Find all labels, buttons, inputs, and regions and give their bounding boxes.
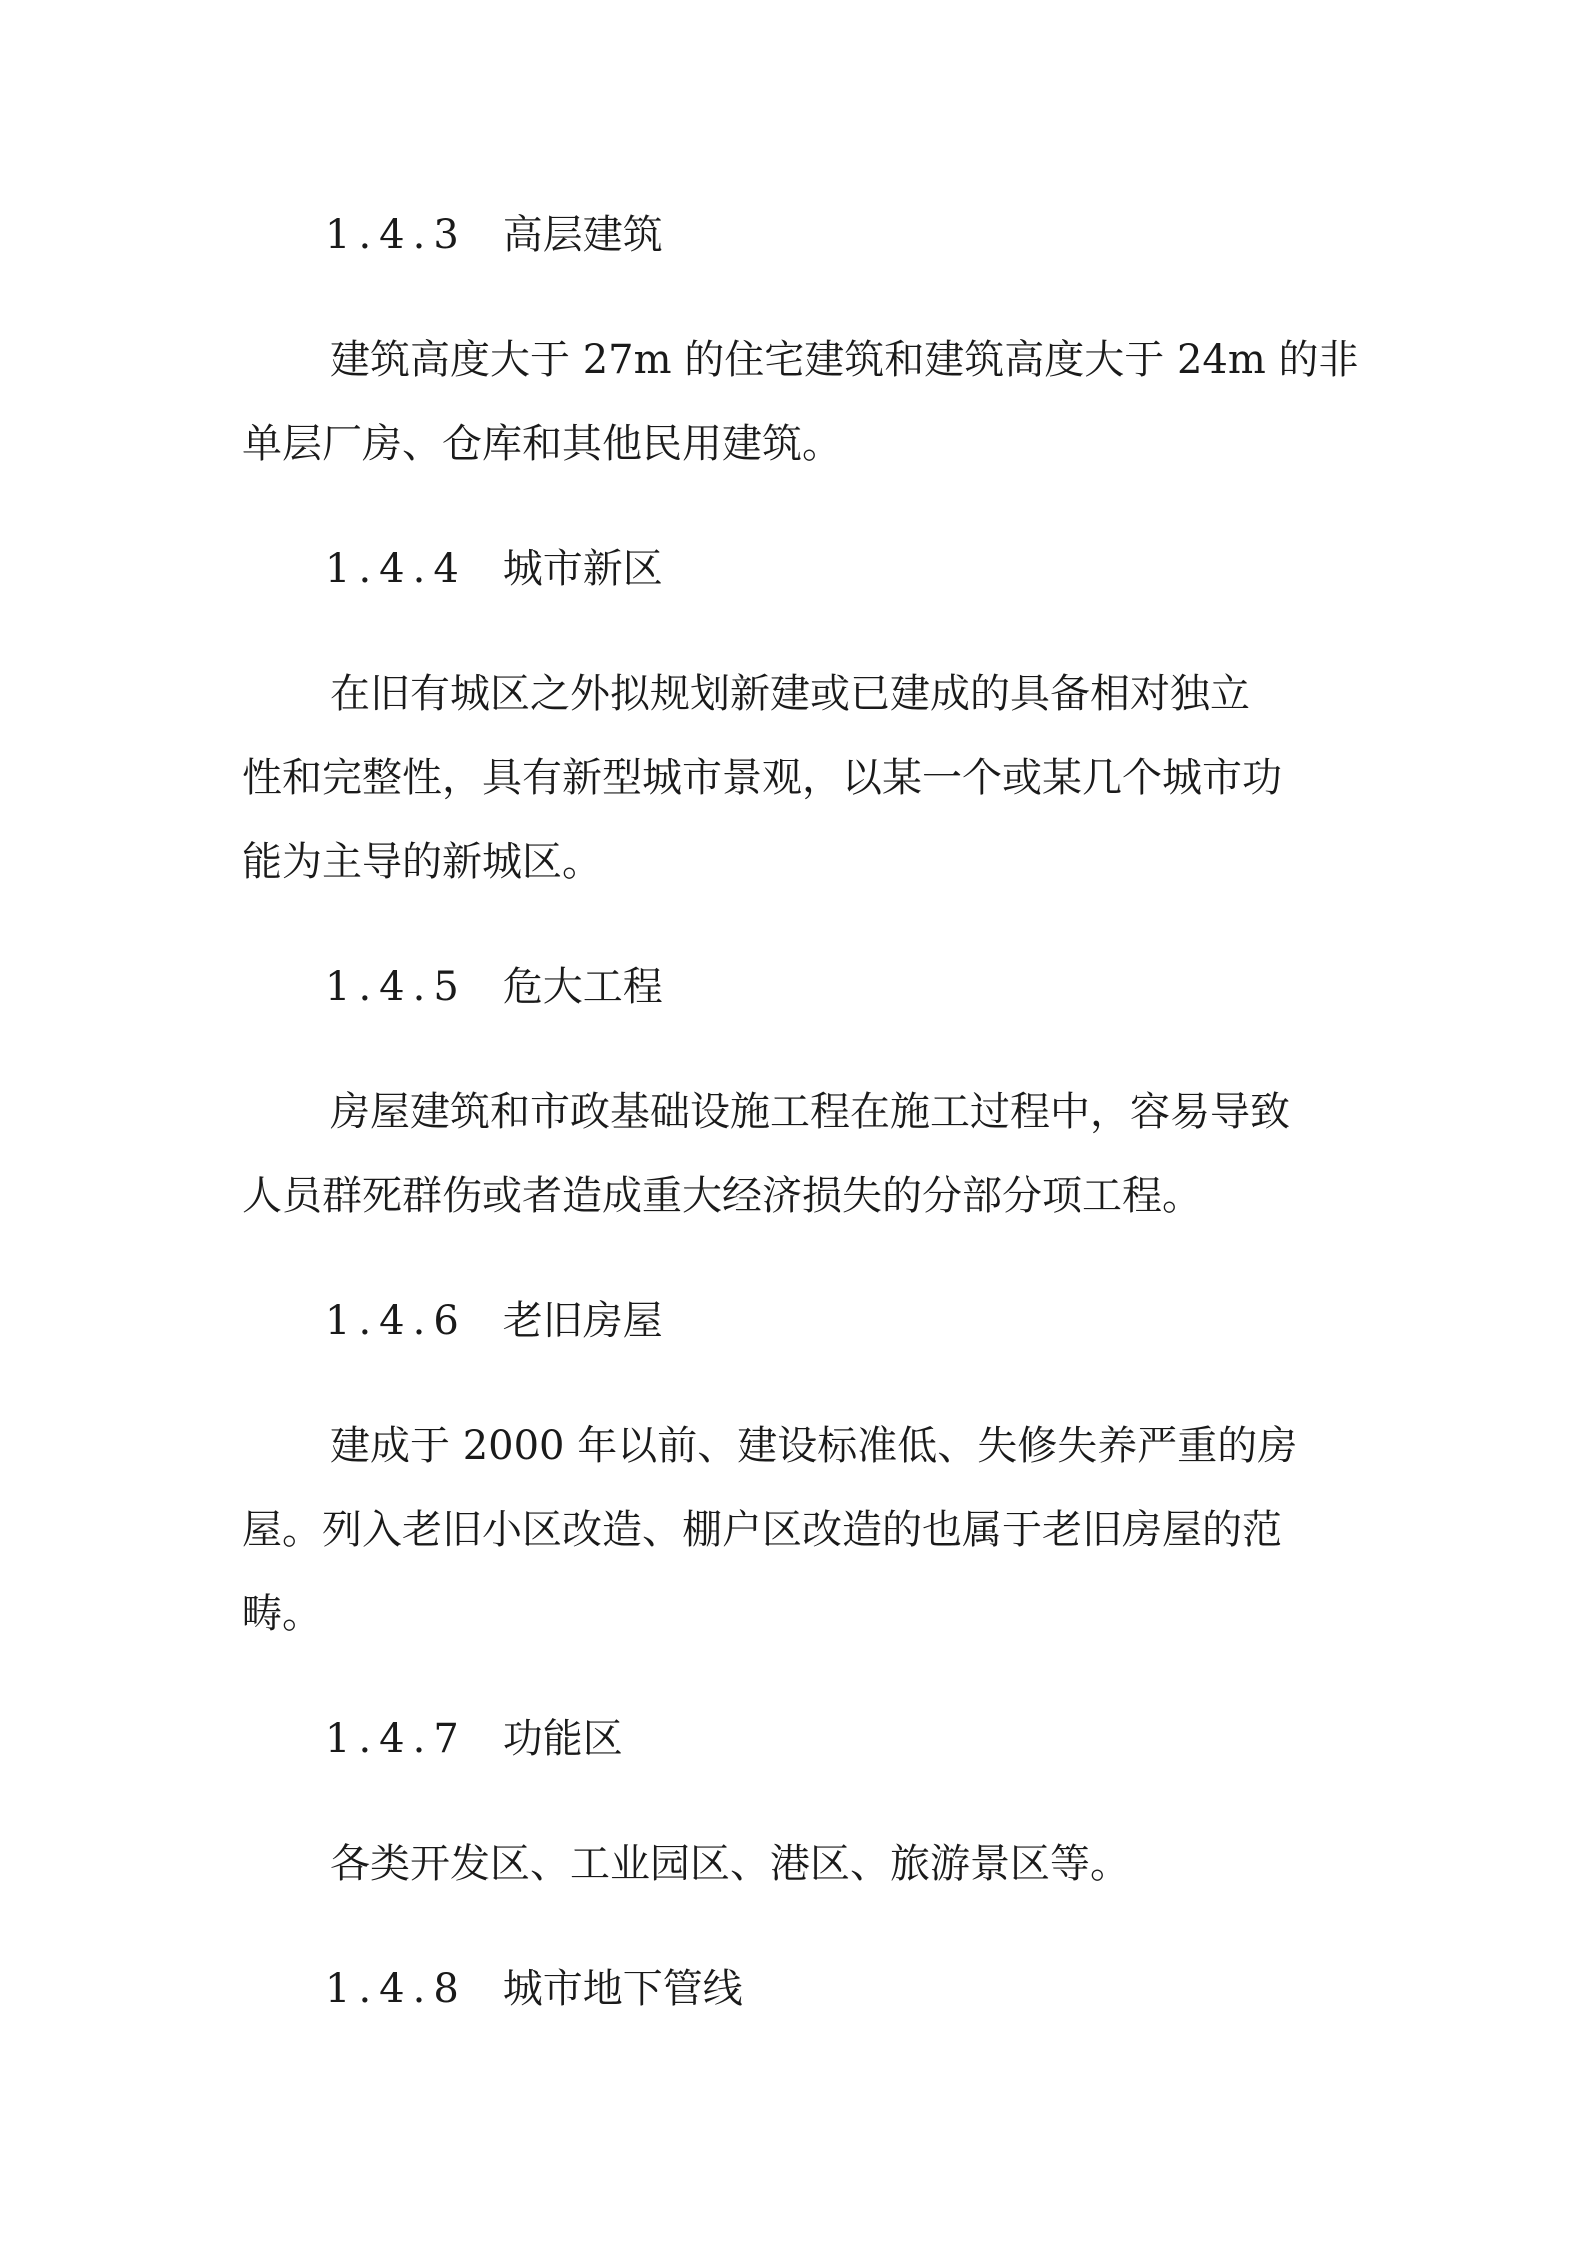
section-title: 城市新区	[502, 546, 663, 592]
section-title: 高层建筑	[502, 212, 663, 258]
section-heading	[325, 541, 663, 597]
paragraph-line: 性和完整性，具有新型城市景观，以某一个或某几个城市功	[242, 755, 1282, 801]
section-number: 1.4.7	[325, 1716, 467, 1762]
paragraph-line: 在旧有城区之外拟规划新建或已建成的具备相对独立	[330, 671, 1250, 717]
section-title: 老旧房屋	[502, 1298, 663, 1344]
section-heading	[325, 1293, 663, 1349]
section-title: 危大工程	[502, 964, 663, 1010]
paragraph-line: 各类开发区、工业园区、港区、旅游景区等。	[330, 1841, 1130, 1887]
paragraph-line: 建成于 2000 年以前、建设标准低、失修失养严重的房	[330, 1423, 1298, 1469]
paragraph-line: 能为主导的新城区。	[242, 839, 602, 885]
section-title: 功能区	[502, 1716, 623, 1762]
section-number: 1.4.5	[325, 964, 467, 1010]
paragraph-line: 屋。列入老旧小区改造、棚户区改造的也属于老旧房屋的范	[242, 1507, 1282, 1553]
paragraph-line: 畴。	[242, 1591, 322, 1637]
section-heading	[325, 959, 663, 1015]
section-heading	[325, 207, 663, 263]
section-number: 1.4.4	[325, 546, 467, 592]
section-heading	[325, 1961, 743, 2017]
section-number: 1.4.3	[325, 212, 467, 258]
section-heading	[325, 1711, 623, 1767]
section-title: 城市地下管线	[502, 1966, 743, 2012]
paragraph-line: 房屋建筑和市政基础设施工程在施工过程中，容易导致	[330, 1089, 1290, 1135]
paragraph-line: 单层厂房、仓库和其他民用建筑。	[242, 421, 842, 467]
paragraph-line: 建筑高度大于 27m 的住宅建筑和建筑高度大于 24m 的非	[330, 337, 1359, 383]
section-number: 1.4.6	[325, 1298, 467, 1344]
section-number: 1.4.8	[325, 1966, 467, 2012]
paragraph-line: 人员群死群伤或者造成重大经济损失的分部分项工程。	[242, 1173, 1202, 1219]
